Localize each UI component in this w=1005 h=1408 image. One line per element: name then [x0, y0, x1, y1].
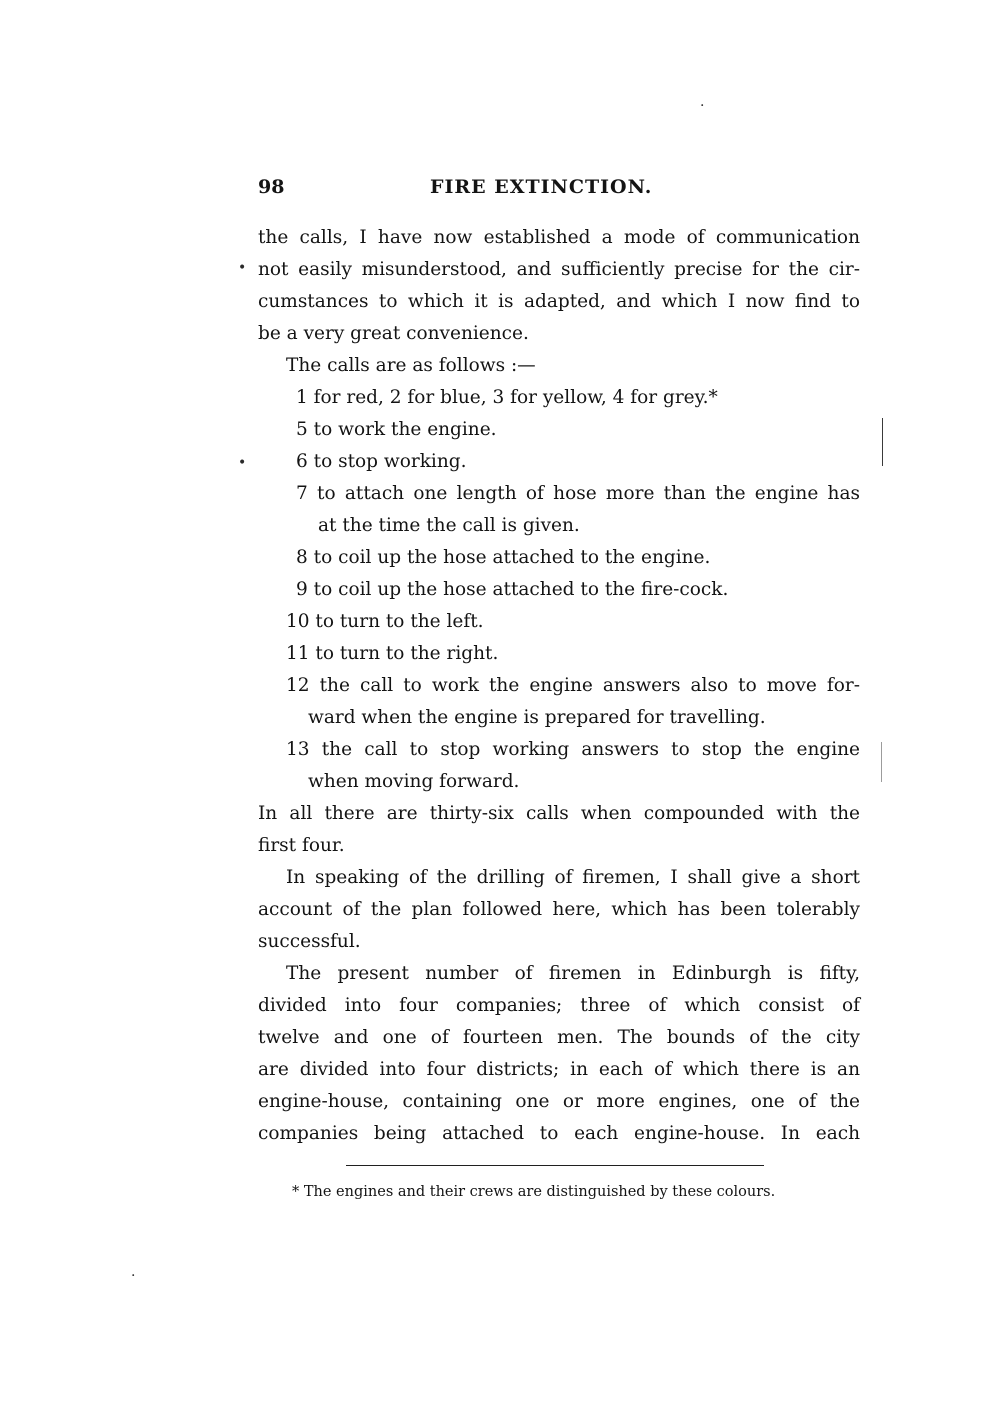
- call-item: 12 the call to work the engine answers also to move for-: [286, 675, 860, 696]
- body-line: account of the plan followed here, which has been tolerably: [258, 899, 860, 920]
- call-item: 6 to stop working.: [296, 451, 467, 472]
- body-line: engine-house, containing one or more engines, one of the: [258, 1091, 860, 1112]
- body-line: cumstances to which it is adapted, and which I now find to: [258, 291, 860, 312]
- call-item: 11 to turn to the right.: [286, 643, 499, 664]
- body-line: The present number of firemen in Edinburgh is fifty,: [286, 963, 860, 984]
- call-item: 13 the call to stop working answers to stop the engine: [286, 739, 860, 760]
- call-item: 10 to turn to the left.: [286, 611, 484, 632]
- call-item: 7 to attach one length of hose more than the engine has: [296, 483, 860, 504]
- body-line: are divided into four districts; in each of which there is an: [258, 1059, 860, 1080]
- scan-speck: ·: [131, 1268, 136, 1284]
- margin-speck: •: [238, 260, 247, 276]
- scan-speck: ·: [700, 98, 705, 114]
- footnote-rule: [346, 1165, 764, 1166]
- running-title: FIRE EXTINCTION.: [430, 176, 653, 198]
- body-line: first four.: [258, 835, 345, 856]
- call-item: 1 for red, 2 for blue, 3 for yellow, 4 for grey.*: [296, 387, 718, 408]
- call-item: 5 to work the engine.: [296, 419, 497, 440]
- body-line: In all there are thirty-six calls when compounded with the: [258, 803, 860, 824]
- call-item-continued: at the time the call is given.: [318, 515, 580, 536]
- body-text: [258, 222, 860, 1150]
- call-item-continued: ward when the engine is prepared for travelling.: [308, 707, 766, 728]
- body-line: The calls are as follows :—: [286, 355, 536, 376]
- margin-speck: •: [238, 455, 247, 471]
- margin-rule: [882, 418, 883, 466]
- call-item-continued: when moving forward.: [308, 771, 520, 792]
- call-item: 9 to coil up the hose attached to the fire-cock.: [296, 579, 729, 600]
- call-item: 8 to coil up the hose attached to the engine.: [296, 547, 711, 568]
- body-line: the calls, I have now established a mode of communication: [258, 227, 860, 248]
- footnote: * The engines and their crews are distinguished by these colours.: [292, 1184, 776, 1200]
- body-line: not easily misunderstood, and sufficiently precise for the cir-: [258, 259, 860, 280]
- body-line: In speaking of the drilling of firemen, I shall give a short: [286, 867, 860, 888]
- body-line: be a very great convenience.: [258, 323, 529, 344]
- body-line: successful.: [258, 931, 361, 952]
- body-line: companies being attached to each engine-house. In each: [258, 1123, 860, 1144]
- running-header: [258, 176, 858, 206]
- body-line: twelve and one of fourteen men. The bounds of the city: [258, 1027, 860, 1048]
- body-line: divided into four companies; three of which consist of: [258, 995, 860, 1016]
- page-number: 98: [258, 176, 285, 198]
- margin-rule: [881, 742, 882, 782]
